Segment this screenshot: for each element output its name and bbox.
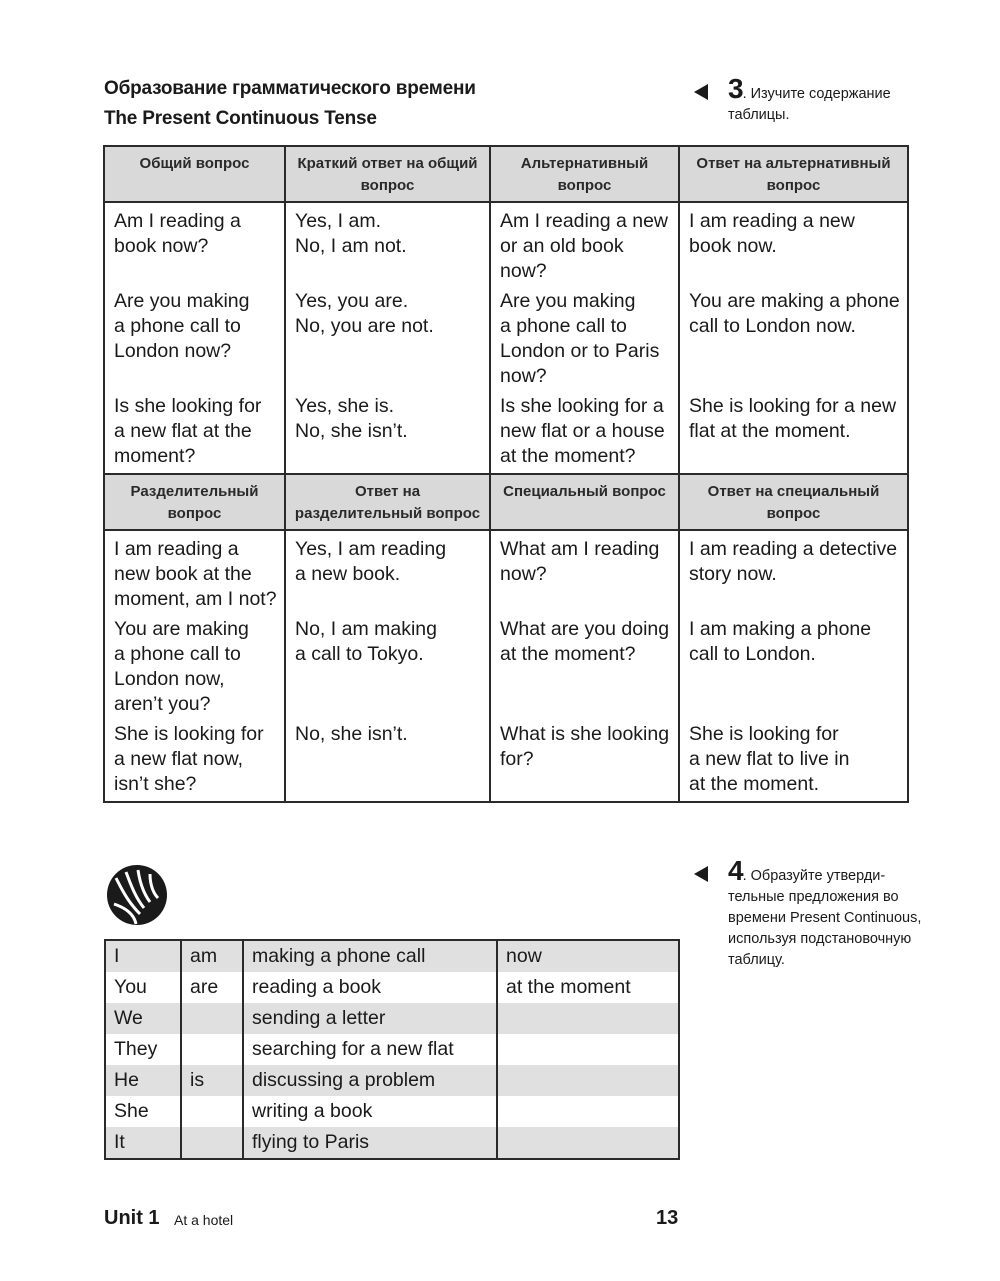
entry-text: You are making a phone call to London now, aren’t you?	[114, 618, 249, 715]
header-cell: Общий вопрос	[104, 146, 285, 202]
table-cell	[490, 202, 679, 474]
verb-cell	[181, 1034, 243, 1065]
table-row	[105, 1034, 679, 1065]
header-cell: Ответ на специальный вопрос	[679, 474, 908, 530]
entry-text: Yes, you are. No, you are not.	[295, 290, 434, 337]
pronoun-cell: He	[105, 1065, 181, 1096]
footer-unit: Unit 1	[104, 1207, 160, 1229]
task-number: 3	[728, 73, 743, 104]
header-cell: Ответ на разделительный вопрос	[285, 474, 490, 530]
action-cell: searching for a new flat	[243, 1034, 497, 1065]
entry-text: Are you making a phone call to London now?	[114, 290, 250, 362]
entry-text: Is she looking for a new flat at the moment?	[114, 395, 262, 467]
heading-english: The Present Continuous Tense	[104, 108, 377, 129]
header-cell: Краткий ответ на общий вопрос	[285, 146, 490, 202]
entry-text: I am making a phone call to London.	[689, 618, 872, 665]
table-row	[105, 1096, 679, 1127]
action-cell: making a phone call	[243, 940, 497, 972]
task-text: . Образуйте утверди-тельные предложения во времени Present Continuous, используя подстановочную таблицу.	[728, 868, 922, 968]
header-cell: Ответ на альтернативный вопрос	[679, 146, 908, 202]
task-number: 4	[728, 855, 743, 886]
table-cell	[679, 530, 908, 802]
header-cell: Разделительный вопрос	[104, 474, 285, 530]
entry-text: Am I reading a book now?	[114, 210, 241, 257]
entry-text: What is she looking for?	[500, 723, 670, 770]
time-cell	[497, 1034, 679, 1065]
verb-cell: are	[181, 972, 243, 1003]
content-row-top	[104, 202, 908, 474]
entry-text: I am reading a detective story now.	[689, 538, 898, 585]
entry-text: Are you making a phone call to London or to Paris now?	[500, 290, 660, 387]
table-row	[105, 972, 679, 1003]
verb-cell	[181, 1127, 243, 1159]
entry-text: Is she looking for a new flat or a house at the moment?	[500, 395, 665, 467]
table-cell	[104, 530, 285, 802]
entry-text: I am reading a new book now.	[689, 210, 855, 257]
table-cell	[490, 530, 679, 802]
entry-text: Yes, I am reading a new book.	[295, 538, 447, 585]
content-row-bottom	[104, 530, 908, 802]
substitution-table	[104, 939, 680, 1160]
entry-text: No, I am making a call to Tokyo.	[295, 618, 437, 665]
writing-hand-icon	[106, 864, 168, 926]
verb-cell	[181, 1096, 243, 1127]
entry-text: Yes, I am. No, I am not.	[295, 210, 407, 257]
table-row	[105, 1003, 679, 1034]
verb-cell: is	[181, 1065, 243, 1096]
action-cell: writing a book	[243, 1096, 497, 1127]
page-number: 13	[656, 1207, 679, 1229]
time-cell	[497, 1127, 679, 1159]
verb-cell: am	[181, 940, 243, 972]
verb-cell	[181, 1003, 243, 1034]
entry-text: She is looking for a new flat now, isn’t she?	[114, 723, 264, 795]
pronoun-cell: You	[105, 972, 181, 1003]
task-text: . Изучите содержание таблицы.	[728, 86, 891, 123]
entry-text: She is looking for a new flat at the moment.	[689, 395, 897, 442]
entry-text: Am I reading a new or an old book now?	[500, 210, 669, 282]
grammar-table	[103, 145, 909, 803]
header-cell: Специальный вопрос	[490, 474, 679, 530]
heading-russian: Образование грамматического времени	[104, 78, 476, 99]
pronoun-cell: I	[105, 940, 181, 972]
pronoun-cell: We	[105, 1003, 181, 1034]
entry-text: No, she isn’t.	[295, 723, 408, 745]
action-cell: sending a letter	[243, 1003, 497, 1034]
time-cell: at the moment	[497, 972, 679, 1003]
table-cell	[679, 202, 908, 474]
time-cell: now	[497, 940, 679, 972]
action-cell: flying to Paris	[243, 1127, 497, 1159]
entry-text: What are you doing at the moment?	[500, 618, 670, 665]
table-cell	[285, 530, 490, 802]
entry-text: She is looking for a new flat to live in at the moment.	[689, 723, 850, 795]
time-cell	[497, 1065, 679, 1096]
table-cell	[104, 202, 285, 474]
entry-text: What am I reading now?	[500, 538, 660, 585]
entry-text: You are making a phone call to London now.	[689, 290, 900, 337]
table-cell	[285, 202, 490, 474]
pronoun-cell: They	[105, 1034, 181, 1065]
table-row	[105, 1065, 679, 1096]
table-row	[105, 1127, 679, 1159]
action-cell: discussing a problem	[243, 1065, 497, 1096]
left-triangle-icon	[694, 84, 708, 100]
action-cell: reading a book	[243, 972, 497, 1003]
header-row-top	[104, 146, 908, 202]
pronoun-cell: It	[105, 1127, 181, 1159]
header-row-bottom	[104, 474, 908, 530]
table-row	[105, 940, 679, 972]
footer-topic: At a hotel	[174, 1212, 234, 1228]
header-cell: Альтернативный вопрос	[490, 146, 679, 202]
entry-text: I am reading a new book at the moment, am I not?	[114, 538, 277, 610]
pronoun-cell: She	[105, 1096, 181, 1127]
entry-text: Yes, she is. No, she isn’t.	[295, 395, 408, 442]
left-triangle-icon	[694, 866, 708, 882]
time-cell	[497, 1096, 679, 1127]
time-cell	[497, 1003, 679, 1034]
